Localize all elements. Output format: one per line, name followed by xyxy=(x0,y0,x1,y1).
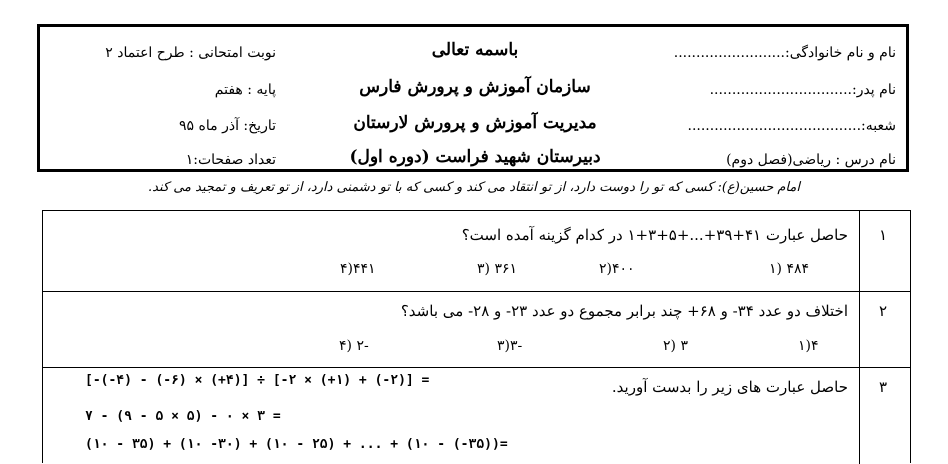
option-2[interactable]: ۳ (۲ xyxy=(663,338,688,354)
father-name-field[interactable]: نام پدر:................................ xyxy=(709,82,896,98)
row-divider xyxy=(43,291,910,292)
option-4[interactable]: ۴۴۱(۴ xyxy=(340,261,376,277)
expression-1: [-(-۴) - (-۶) × (+۴)] ÷ [-۲ × (+۱) + (-۲)] = xyxy=(85,373,430,388)
city-org: مدیریت آموزش و پرورش لارستان xyxy=(353,113,597,133)
question-number: ۳ xyxy=(879,378,888,396)
option-2[interactable]: ۴۰۰(۲ xyxy=(599,261,635,277)
option-3[interactable]: ۳۶۱ (۳ xyxy=(477,261,518,277)
province-org: سازمان آموزش و پرورش فارس xyxy=(359,77,591,97)
subject-label: نام درس : ریاضی(فصل دوم) xyxy=(726,152,896,168)
question-text: اختلاف دو عدد ۳۴- و ۶۸+ چند برابر مجموع دو عدد ۲۳- و ۲۸- می باشد؟ xyxy=(400,302,848,320)
exam-round: نوبت امتحانی : طرح اعتماد ۲ xyxy=(105,45,276,61)
option-4[interactable]: -۲ (۴ xyxy=(339,338,369,354)
basmala-title: باسمه تعالی xyxy=(431,40,519,60)
option-1[interactable]: ۴(۱ xyxy=(798,338,819,354)
question-text: حاصل عبارت های زیر را بدست آورید. xyxy=(611,378,848,396)
question-text: حاصل عبارت ۴۱+۳۹+...+۵+۳+۱ در کدام گزینه آمده است؟ xyxy=(461,226,848,244)
imam-quote: امام حسین(ع): کسی که تو را دوست دارد، از تو انتقاد می کند و کسی که با تو دشمنی دارد، از تو تعریف و تمجید می کند. xyxy=(148,180,800,195)
branch-field[interactable]: شعبه:....................................... xyxy=(687,118,896,134)
page-count: تعداد صفحات:۱ xyxy=(185,152,276,168)
expression-3: (۱۰ - ۳۵) + (۱۰ -۳۰) + (۱۰ - ۲۵) + ... + (۱۰ - (-۳۵))= xyxy=(85,437,508,452)
school-name: دبیرستان شهید فراست (دوره اول) xyxy=(349,147,601,167)
questions-table xyxy=(42,210,911,463)
exam-header xyxy=(37,24,909,172)
expression-2: ۷ - (۹ - ۵ × ۵) - ۰ × ۳ = xyxy=(85,409,281,424)
option-1[interactable]: ۴۸۴ (۱ xyxy=(769,261,810,277)
question-number: ۲ xyxy=(879,302,888,320)
exam-date: تاریخ: آذر ماه ۹۵ xyxy=(179,118,276,134)
student-name-field[interactable]: نام و نام خانوادگی:......................... xyxy=(673,45,896,61)
option-3[interactable]: -۳(۳ xyxy=(497,338,523,354)
row-divider xyxy=(43,367,910,368)
question-number: ۱ xyxy=(879,226,888,244)
number-column-divider xyxy=(859,211,860,464)
grade-label: پایه : هفتم xyxy=(214,82,276,98)
